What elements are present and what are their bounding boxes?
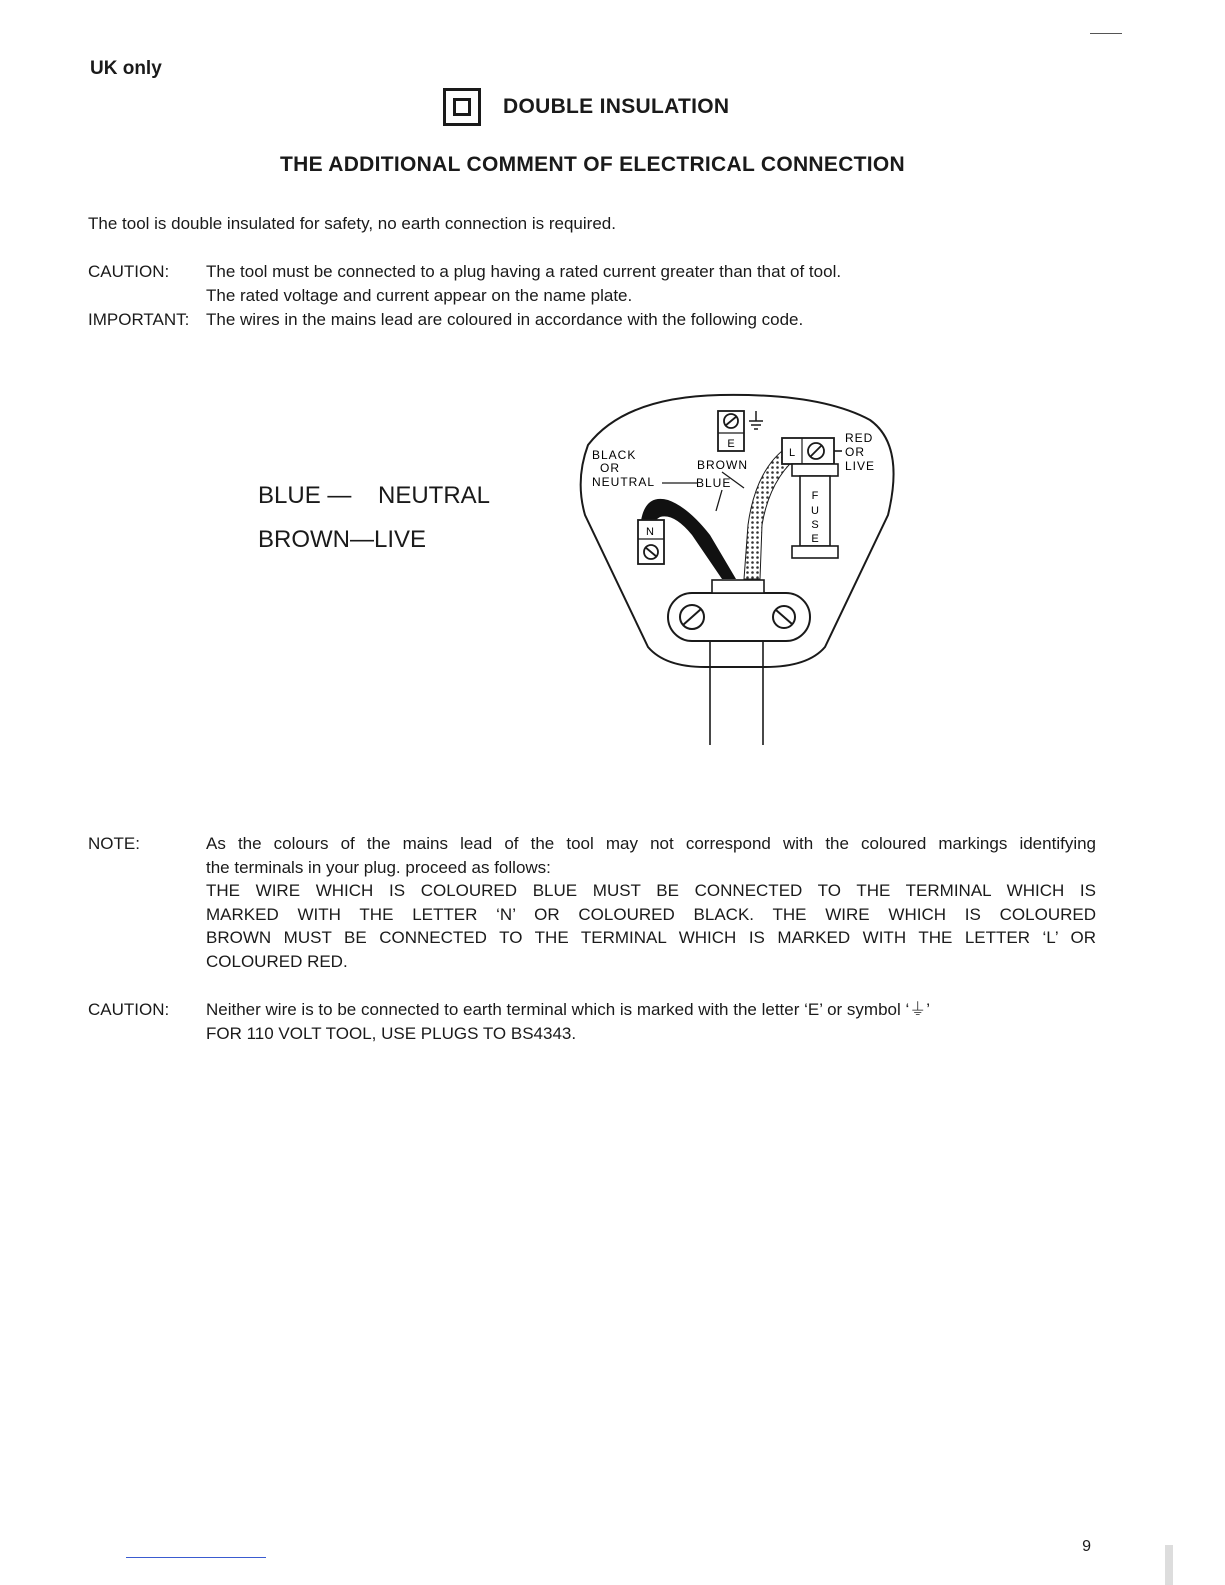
title-row	[443, 88, 729, 126]
page-title: DOUBLE INSULATION	[503, 95, 730, 118]
intro-text: The tool is double insulated for safety, no earth connection is required.	[88, 214, 616, 233]
fuse-letter: S	[811, 519, 819, 531]
caution-label: CAUTION:	[88, 1000, 170, 1019]
color-code-row	[258, 474, 490, 518]
red-label-line: LIVE	[845, 459, 876, 473]
caution-line-1: The tool must be connected to a plug having a rated current greater than that of tool.	[206, 262, 842, 281]
caution-label: CAUTION:	[88, 262, 170, 281]
earth-screw-icon	[724, 414, 738, 428]
earth-symbol-icon	[749, 411, 763, 429]
brown-wire-label: BROWN	[697, 458, 748, 472]
caution-line-2: FOR 110 VOLT TOOL, USE PLUGS TO BS4343.	[206, 1024, 577, 1043]
live-screw-icon	[808, 443, 824, 459]
note-line: COLOURED RED.	[206, 951, 348, 971]
red-label-line: RED	[845, 431, 874, 445]
color-code-list	[258, 474, 490, 562]
caution-body	[206, 998, 930, 1046]
plug-wiring-diagram	[570, 385, 910, 750]
caution-line-2: The rated voltage and current appear on the name plate.	[206, 286, 633, 305]
grip-screw-icon	[680, 605, 704, 629]
page-number: 9	[1082, 1538, 1091, 1555]
page-subtitle: THE ADDITIONAL COMMENT OF ELECTRICAL CONNECTION	[280, 153, 906, 176]
blue-wire-label: BLUE	[696, 476, 732, 490]
note-line: As the colours of the mains lead of the tool may not correspond with the coloured markings identifying	[206, 834, 1096, 853]
wire-colour: BROWN—	[258, 526, 374, 553]
caution-line-1: Neither wire is to be connected to earth terminal which is marked with the letter ‘E’ or symbol ‘⏚’	[206, 1000, 931, 1019]
double-insulation-icon	[443, 88, 481, 126]
live-letter: L	[788, 447, 796, 459]
note-line: BROWN MUST BE CONNECTED TO THE TERMINAL WHICH IS MARKED WITH THE LETTER ‘L’ OR	[206, 928, 1096, 947]
note-line: the terminals in your plug. proceed as follows:	[206, 857, 551, 877]
fuse-cap	[792, 546, 838, 558]
important-text: The wires in the mains lead are coloured in accordance with the following code.	[206, 310, 804, 329]
fuse-letter: F	[811, 490, 819, 502]
scan-artifact-line	[1090, 33, 1122, 34]
note-label: NOTE:	[88, 834, 140, 853]
wire-colour: BLUE —	[258, 482, 352, 509]
scan-artifact-line	[126, 1557, 266, 1558]
black-label-line: NEUTRAL	[592, 475, 656, 489]
fuse-cap	[792, 464, 838, 476]
color-code-row	[258, 518, 490, 562]
region-label: UK only	[90, 58, 162, 79]
neutral-letter: N	[646, 526, 654, 538]
note-line: THE WIRE WHICH IS COLOURED BLUE MUST BE CONNECTED TO THE TERMINAL WHICH IS	[206, 881, 1096, 900]
note-body	[206, 832, 1096, 973]
grip-screw-icon	[773, 606, 795, 628]
important-label: IMPORTANT:	[88, 310, 190, 329]
scan-artifact-mark	[1165, 1545, 1173, 1585]
fuse-letter: U	[811, 505, 819, 517]
black-label-line: OR	[600, 461, 620, 475]
red-label-line: OR	[845, 445, 865, 459]
wire-role: LIVE	[374, 526, 427, 553]
wire-role: NEUTRAL	[378, 482, 491, 509]
note-line: MARKED WITH THE LETTER ‘N’ OR COLOURED BLACK. THE WIRE WHICH IS COLOURED	[206, 904, 1096, 924]
fuse-letter: E	[811, 533, 819, 545]
earth-letter: E	[727, 438, 735, 450]
cord-grip-bar	[712, 580, 764, 593]
neutral-screw-icon	[644, 545, 658, 559]
black-label-line: BLACK	[592, 448, 637, 462]
